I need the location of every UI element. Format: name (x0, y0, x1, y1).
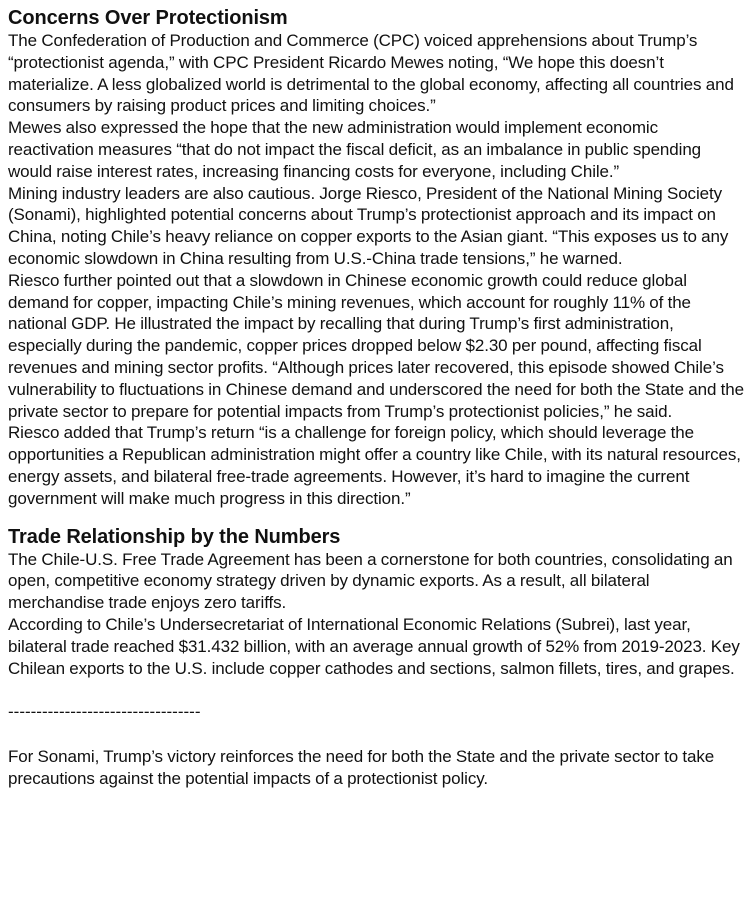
paragraph-closing: For Sonami, Trump’s victory reinforces the need for both the State and the private sector to take precautions against the potential impacts of a protectionist policy. (8, 747, 715, 789)
paragraph-fta: The Chile-U.S. Free Trade Agreement has been a cornerstone for both countries, consolidating an open, competitive economy strategy driven by dynamic exports. As a result, all bilateral merchandise trade enjoys zero tariffs. (8, 549, 733, 613)
section-heading-trade-numbers: Trade Relationship by the Numbers (8, 525, 341, 548)
text-divider: ---------------------------------- (8, 702, 201, 722)
article (8, 6, 744, 790)
paragraph-mewes-reactivation: Mewes also expressed the hope that the new administration would implement economic reactivation measures “that do not impact the fiscal deficit, as an imbalance in public spending would raise interest rates, increasing financing costs for everyone, including Chile.” (8, 118, 702, 181)
paragraph-subrei-figures: According to Chile’s Undersecretariat of International Economic Relations (Subrei), last year, bilateral trade reached $31.432 billion, with an average annual growth of 52% from 2019-2023. Key Chilean exports to the U.S. include copper cathodes and sections, salmon fillets, tires, and grapes. (8, 614, 740, 678)
paragraph-cpc-concerns: The Confederation of Production and Commerce (CPC) voiced apprehensions about Trump’s “protectionist agenda,” with CPC President Ricardo Mewes noting, “We hope this doesn’t materialize. A less globalized world is detrimental to the global economy, affecting all countries and consumers by raising product prices and limiting choices.” (8, 31, 734, 116)
paragraph-riesco-foreign-policy: Riesco added that Trump’s return “is a challenge for foreign policy, which should leverage the opportunities a Republican administration might offer a country like Chile, with its natural resources, energy assets, and bilateral free-trade agreements. However, it’s hard to imagine the current government will make much progress in this direction.” (8, 423, 741, 508)
section-heading-protectionism: Concerns Over Protectionism (8, 7, 288, 29)
spacer (8, 510, 744, 525)
paragraph-mining-leaders: Mining industry leaders are also cautious. Jorge Riesco, President of the National Mining Society (Sonami), highlighted potential concerns about Trump’s protectionist approach and its impact on China, noting Chile’s heavy reliance on copper exports to the Asian giant. “This exposes us to any economic slowdown in China resulting from U.S.-China trade tensions,” he warned. (8, 183, 729, 268)
spacer (8, 679, 744, 701)
spacer (8, 722, 744, 746)
paragraph-riesco-copper: Riesco further pointed out that a slowdown in Chinese economic growth could reduce global demand for copper, impacting Chile’s mining revenues, which account for roughly 11% of the national GDP. He illustrated the impact by recalling that during Trump’s first administration, especially during the pandemic, copper prices dropped below $2.30 per pound, affecting fiscal revenues and mining sector profits. “Although prices later recovered, this episode showed Chile’s vulnerability to fluctuations in Chinese demand and underscored the need for both the State and the private sector to prepare for potential impacts from Trump’s protectionist policies,” he said. (8, 270, 744, 421)
